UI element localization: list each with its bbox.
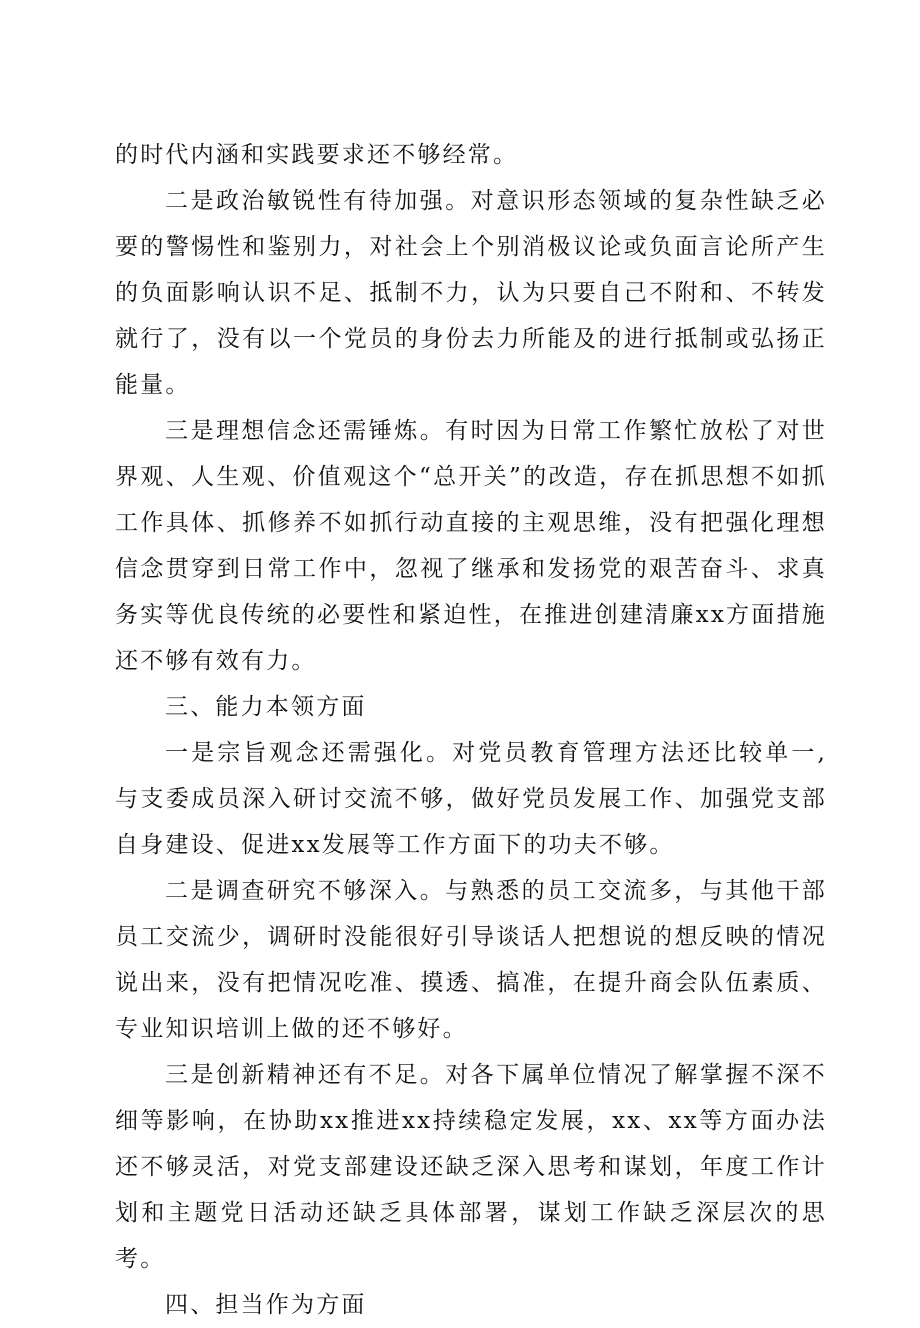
paragraph-innovation-spirit: 三是创新精神还有不足。对各下属单位情况了解掌握不深不细等影响，在协助xx推进xx持续稳定发展，xx、xx等方面办法还不够灵活，对党支部建设还缺乏深入思考和谋划，年度工作计划和主题党日活动还缺乏具体部署，谋划工作缺乏深层次的思考。 [115,1062,827,1272]
document-body [115,132,827,1328]
paragraph-purpose-concept: 一是宗旨观念还需强化。对党员教育管理方法还比较单一,与支委成员深入研讨交流不够，做好党员发展工作、加强党支部自身建设、促进xx发展等工作方面下的功夫不够。 [115,740,827,858]
section-heading-responsibility: 四、担当作为方面 [165,1292,367,1318]
paragraph-political-sensitivity: 二是政治敏锐性有待加强。对意识形态领域的复杂性缺乏必要的警惕性和鉴别力，对社会上个别消极议论或负面言论所产生的负面影响认识不足、抵制不力，认为只要自己不附和、不转发就行了，没有以一个党员的身份去力所能及的进行抵制或弘扬正能量。 [115,188,827,398]
paragraph-investigation-research: 二是调查研究不够深入。与熟悉的员工交流多，与其他干部员工交流少，调研时没能很好引导谈话人把想说的想反映的情况说出来，没有把情况吃准、摸透、搞准，在提升商会队伍素质、专业知识培训上做的还不够好。 [115,878,827,1042]
paragraph-continuation: 的时代内涵和实践要求还不够经常。 [115,142,519,168]
paragraph-ideals-beliefs: 三是理想信念还需锤炼。有时因为日常工作繁忙放松了对世界观、人生观、价值观这个“总开关”的改造，存在抓思想不如抓工作具体、抓修养不如抓行动直接的主观思维，没有把强化理想信念贯穿到日常工作中，忽视了继承和发扬党的艰苦奋斗、求真务实等优良传统的必要性和紧迫性，在推进创建清廉xx方面措施还不够有效有力。 [115,418,827,674]
section-heading-ability: 三、能力本领方面 [165,694,367,720]
